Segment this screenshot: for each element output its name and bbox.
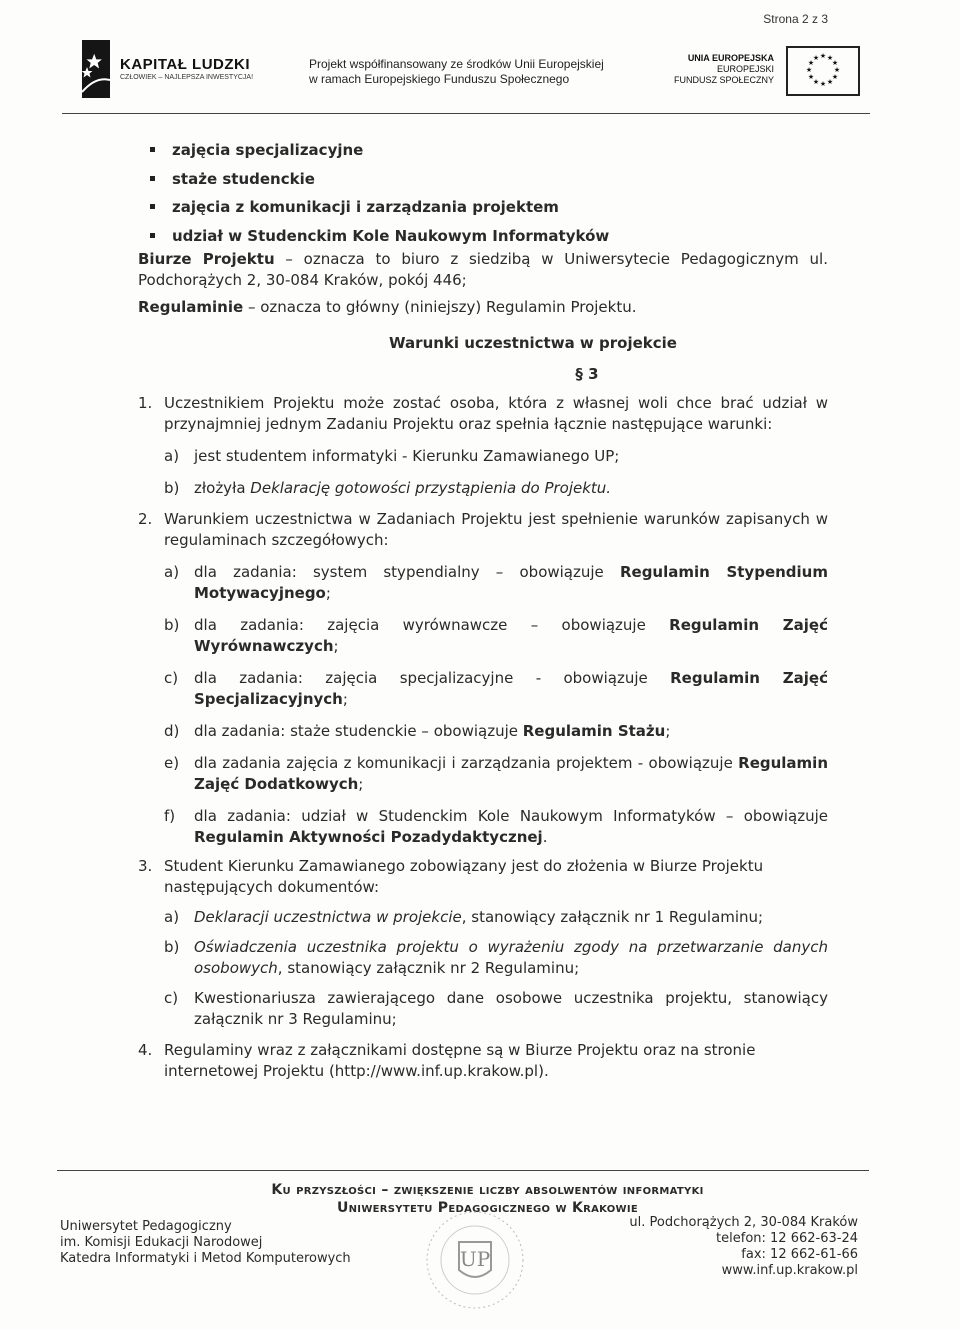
footer-title-line2: Uniwersytetu Pedagogicznego w Krakowie [336,1200,639,1216]
kapital-ludzki-text [120,56,253,81]
bullet-square-icon [150,233,155,238]
university-seal-icon [423,1208,527,1312]
paragraph-1: 1. Uczestnikiem Projektu może zostać osoba, która z własnej woli chce brać udział w przynajmniej jednym Zadaniu Projektu oraz spełnia łącznie następujące warunki: a) jest studentem informatyki - Kierunku Zamawianego UP; b) złożyła Deklarację gotowości przystąpienia do Projektu. [138,394,828,497]
item-text: dla zadania zajęcia z komunikacji i zarządzania projektem - obowiązuje [194,754,739,772]
paragraph-1-b: b) złożyła Deklarację gotowości przystąpienia do Projektu. [164,479,612,497]
paragraph-2-item [164,753,828,795]
cofinancing-note [309,57,604,87]
kapital-ludzki-logo [82,40,110,98]
paragraph-2-text: Warunkiem uczestnictwa w Zadaniach Projektu jest spełnienie warunków zapisanych w regulaminach szczegółowych: [164,510,828,549]
svg-text:★: ★ [819,80,827,88]
svg-text:★: ★ [812,78,820,86]
item-label: f) [164,807,176,825]
paragraph-2-item [164,668,828,710]
item-end: ; [333,637,339,655]
section-number: § 3 [575,365,599,383]
paragraph-3: 3. Student Kierunku Zamawianego zobowiązany jest do złożenia w Biurze Projektu następujących dokumentów: a) Deklaracji uczestnictwa w projekcie, stanowiący załącznik nr 1 Regulaminu; b) Oświadczenia uczestnika projektu o wyrażeniu zgody na przetwarzanie danych osobowych, stanowiący załącznik nr 2 Regulaminu; c) Kwestionariusza zawierającego dane osobowe uczestnika projektu, stanowiący załącznik nr 3 Regulaminu; [138,857,828,1028]
item-text: dla zadania: udział w Studenckim Kole Naukowym Informatyków – obowiązuje [194,807,828,825]
svg-text:★: ★ [831,59,839,67]
definition-regulamin: Regulaminie – oznacza to główny (niniejszy) Regulamin Projektu. [138,298,637,316]
definition-biuro: Biurze Projektu – oznacza to biuro z siedzibą w Uniwersytecie Pedagogicznym ul. Podchorążych 2, 30-084 Kraków, pokój 446; [138,250,828,289]
item-end: ; [325,584,331,602]
footer-address-left: Uniwersytet Pedagogiczny im. Komisji Edukacji Narodowej Katedra Informatyki i Metod Komputerowych [60,1219,351,1266]
item-label: a) [164,563,180,581]
paragraph-2-item [164,721,828,742]
paragraph-2: 2. Warunkiem uczestnictwa w Zadaniach Projektu jest spełnienie warunków zapisanych w regulaminach szczegółowych: a) dla zadania: system stypendialny – obowiązuje Regulamin Stypendium Motywacyjnego; b) dla zadania: zajęcia wyrównawcze – obowiązuje Regulamin Zajęć Wyrównawczych; c) dla zadania: zajęcia specjalizacyjne - obowiązuje Regulamin Zajęć Specjalizacyjnych; d) dla zadania: staże studenckie – obowiązuje Regulamin Stażu; e) dla zadania zajęcia z komunikacji i zarządzania projektem - obowiązuje Regulamin Zajęć Dodatkowych; f) dla zadania: udział w Studenckim Kole Naukowym Informatyków – obowiązuje Regulamin Aktywności Pozadydaktycznej. [138,510,829,846]
svg-text:★: ★ [833,66,841,74]
bullet-square-icon [150,204,155,209]
item-text: dla zadania: system stypendialny – obowiązuje [194,563,620,581]
list-item: udział w Studenckim Kole Naukowym Informatyków [150,226,828,255]
bullet-square-icon [150,147,155,152]
svg-text:★: ★ [826,54,834,62]
ue-text [674,53,774,86]
header-divider [62,113,870,114]
svg-text:★: ★ [826,78,834,86]
item-text: dla zadania: staże studenckie – obowiązuje [194,722,523,740]
item-regulation: Regulamin Aktywności Pozadydaktycznej [194,828,543,846]
list-item: zajęcia specjalizacyjne [150,140,828,169]
item-label: c) [164,669,179,687]
svg-text:★: ★ [807,73,815,81]
page-header [82,40,872,110]
item-regulation: Regulamin Stypendium Motywacyjnego [194,563,828,602]
paragraph-3-item [164,937,828,979]
item-label: c) [164,989,179,1007]
list-item: zajęcia z komunikacji i zarządzania projektem [150,197,828,226]
cofinancing-line2: w ramach Europejskiego Funduszu Społecznego [309,72,570,86]
item-end: ; [665,722,671,740]
item-document: Oświadczenia uczestnika projektu o wyrażeniu zgody na przetwarzanie danych osobowych [194,938,828,977]
paragraph-1-text: Uczestnikiem Projektu może zostać osoba, która z własnej woli chce brać udział w przynajmniej jednym Zadaniu Projektu oraz spełnia łącznie następujące warunki: [164,394,828,433]
item-label: b) [164,938,180,956]
item-label: d) [164,722,180,740]
document-body [138,140,828,1082]
paragraph-4-text: Regulaminy wraz z załącznikami dostępne są w Biurze Projektu oraz na stronie internetowej Projektu (http://www.inf.up.krakow.pl). [164,1041,756,1080]
item-regulation: Regulamin Zajęć Dodatkowych [194,754,828,793]
paragraph-3-item [164,907,828,928]
paragraph-4: 4. Regulaminy wraz z załącznikami dostępne są w Biurze Projektu oraz na stronie internetowej Projektu (http://www.inf.up.krakow.pl). [138,1040,828,1082]
item-document: Deklaracji uczestnictwa w projekcie [194,908,462,926]
item-label: e) [164,754,180,772]
item-regulation: Regulamin Stażu [522,722,666,740]
kl-title: KAPITAŁ LUDZKI [120,56,251,73]
item-label: b) [164,616,180,634]
item-label: a) [164,908,180,926]
item-text: , stanowiący załącznik nr 1 Regulaminu; [461,908,764,926]
item-text: dla zadania: zajęcia wyrównawcze – obowiązuje [194,616,670,634]
item-end: ; [358,775,364,793]
paragraph-2-item [164,806,828,848]
seal-text: UP [459,1247,491,1271]
item-text: dla zadania: zajęcia specjalizacyjne - obowiązuje [194,669,671,687]
paragraph-1-a: a) jest studentem informatyki - Kierunku Zamawianego UP; [164,447,620,465]
ue-line2: EUROPEJSKI [716,64,774,74]
svg-text:★: ★ [831,73,839,81]
task-bullet-list [138,140,828,254]
paragraph-2-item [164,562,828,604]
kl-subtitle: CZŁOWIEK – NAJLEPSZA INWESTYCJA! [120,74,254,81]
footer-divider [57,1170,869,1171]
eu-flag-icon [786,46,860,96]
svg-text:★: ★ [805,66,813,74]
svg-text:★: ★ [807,59,815,67]
page-number: Strona 2 z 3 [763,12,828,26]
paragraph-3-item [164,988,828,1030]
item-text: , stanowiący załącznik nr 2 Regulaminu; [277,959,580,977]
svg-text:★: ★ [819,52,827,60]
bullet-square-icon [150,176,155,181]
paragraph-3-text: Student Kierunku Zamawianego zobowiązany jest do złożenia w Biurze Projektu następujących dokumentów: [164,857,764,896]
paragraph-2-item [164,615,828,657]
ue-line1: UNIA EUROPEJSKA [687,53,774,63]
cofinancing-line1: Projekt współfinansowany ze środków Unii Europejskiej [309,57,604,71]
item-regulation: Regulamin Zajęć Specjalizacyjnych [194,669,829,708]
svg-text:★: ★ [812,54,820,62]
item-end: ; [342,690,348,708]
item-end: . [542,828,548,846]
footer-title-line1: Ku przyszłości – zwiększenie liczby absolwentów informatyki [271,1182,704,1198]
ue-line3: FUNDUSZ SPOŁECZNY [674,75,775,85]
item-text: Kwestionariusza zawierającego dane osobowe uczestnika projektu, stanowiący załącznik nr 3 Regulaminu; [194,989,828,1028]
section-title: Warunki uczestnictwa w projekcie [389,334,677,352]
numbered-list [138,393,828,1082]
item-regulation: Regulamin Zajęć Wyrównawczych [194,616,828,655]
footer-address-right: ul. Podchorążych 2, 30-084 Kraków telefon: 12 662-63-24 fax: 12 662-61-66 www.inf.up.krakow.pl [629,1215,858,1278]
list-item: staże studenckie [150,169,828,198]
